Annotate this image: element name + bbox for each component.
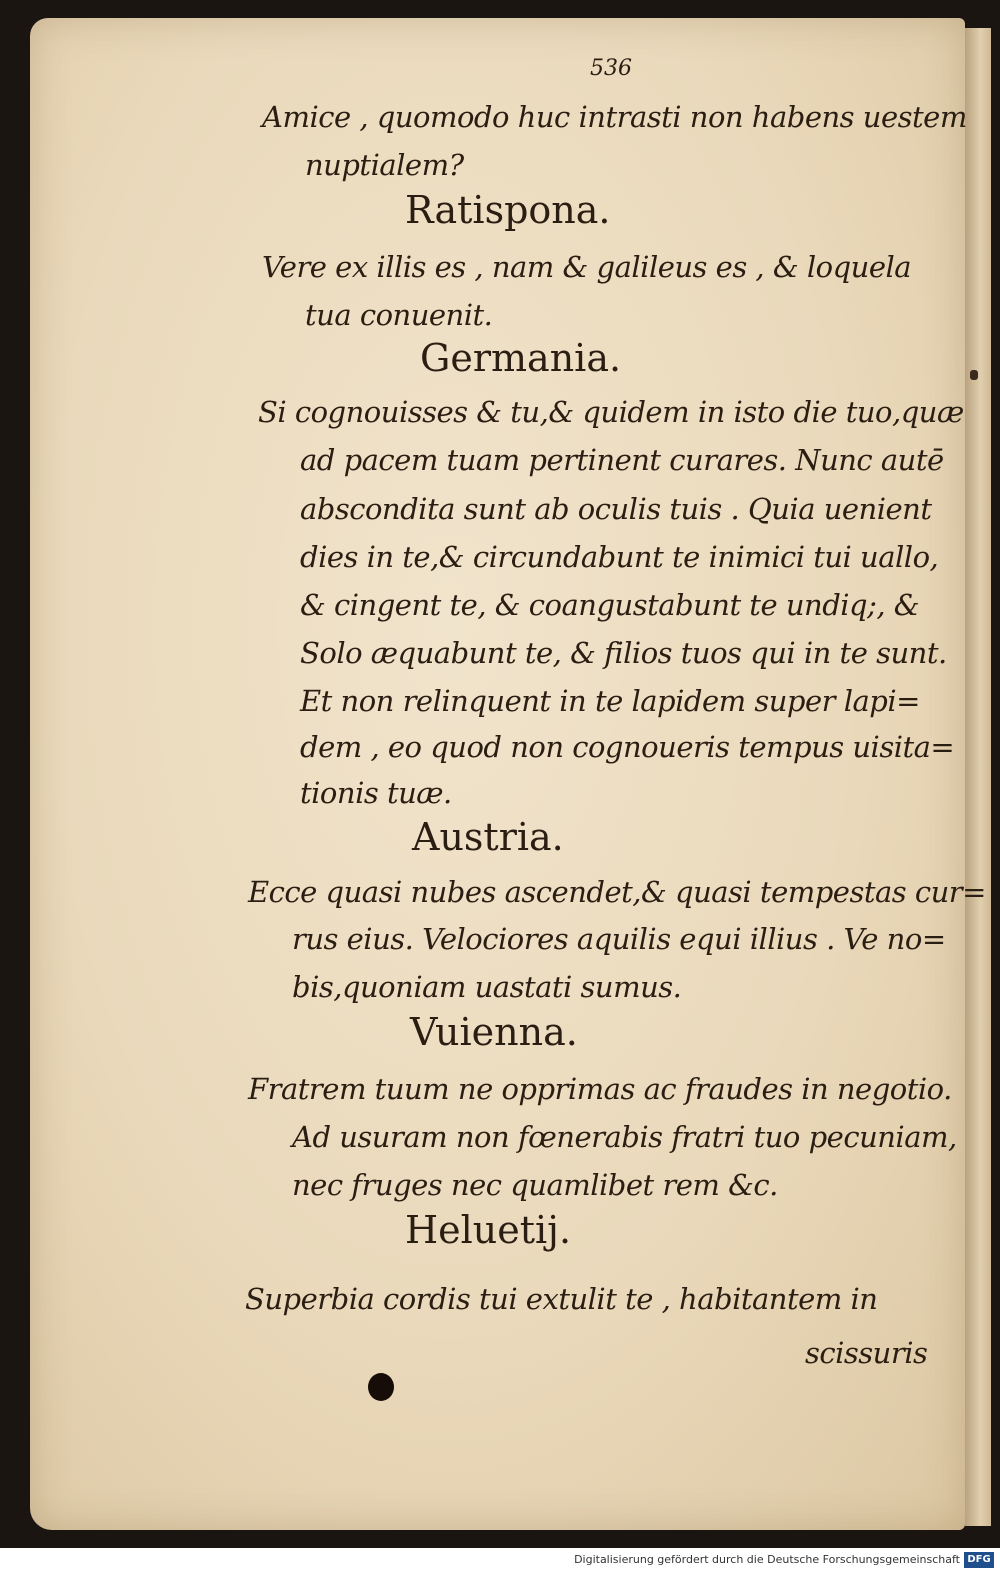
- page-marker: [970, 370, 978, 380]
- text-line: dem , eo quod non cognoueris tempus uisita=: [300, 730, 955, 764]
- text-line: rus eius. Velociores aquilis equi illius . Ve no=: [292, 922, 946, 956]
- text-line: Si cognouisses & tu,& quidem in isto die tuo,quæ: [258, 395, 964, 429]
- text-line: abscondita sunt ab oculis tuis . Quia uenient: [300, 492, 932, 526]
- text-line: Amice , quomodo huc intrasti non habens uestem: [262, 100, 967, 134]
- section-heading: Vuienna.: [410, 1010, 578, 1054]
- text-line: tua conuenit.: [305, 298, 493, 332]
- text-line: dies in te,& circundabunt te inimici tui uallo,: [300, 540, 939, 574]
- text-line: Solo æquabunt te, & filios tuos qui in te sunt.: [300, 636, 947, 670]
- text-line: & cingent te, & coangustabunt te undiq;, &: [300, 588, 920, 622]
- section-heading: Germania.: [420, 336, 622, 380]
- text-line: Superbia cordis tui extulit te , habitantem in: [245, 1282, 878, 1316]
- dfg-logo: DFG: [964, 1552, 994, 1568]
- section-heading: Heluetij.: [405, 1208, 572, 1252]
- text-line: Fratrem tuum ne opprimas ac fraudes in negotio.: [248, 1072, 952, 1106]
- catchword: scissuris: [805, 1336, 928, 1370]
- text-line: Et non relinquent in te lapidem super lapi=: [300, 684, 920, 718]
- section-heading: Austria.: [412, 815, 564, 859]
- text-line: Vere ex illis es , nam & galileus es , & loquela: [262, 250, 912, 284]
- text-line: bis,quoniam uastati sumus.: [292, 970, 682, 1004]
- text-line: ad pacem tuam pertinent curares. Nunc autē: [300, 443, 944, 477]
- text-line: Ad usuram non fœnerabis fratri tuo pecuniam,: [292, 1120, 957, 1154]
- page-edge: [965, 28, 991, 1526]
- page-number: 536: [590, 56, 632, 81]
- text-line: tionis tuæ.: [300, 776, 452, 810]
- section-heading: Ratispona.: [405, 188, 611, 232]
- text-line: Ecce quasi nubes ascendet,& quasi tempestas cur=: [248, 875, 986, 909]
- text-line: nec fruges nec quamlibet rem &c.: [292, 1168, 778, 1202]
- ink-blot: [368, 1373, 394, 1401]
- footer-credit: Digitalisierung gefördert durch die Deutsche Forschungsgemeinschaft: [574, 1553, 960, 1566]
- text-line: nuptialem?: [305, 148, 464, 182]
